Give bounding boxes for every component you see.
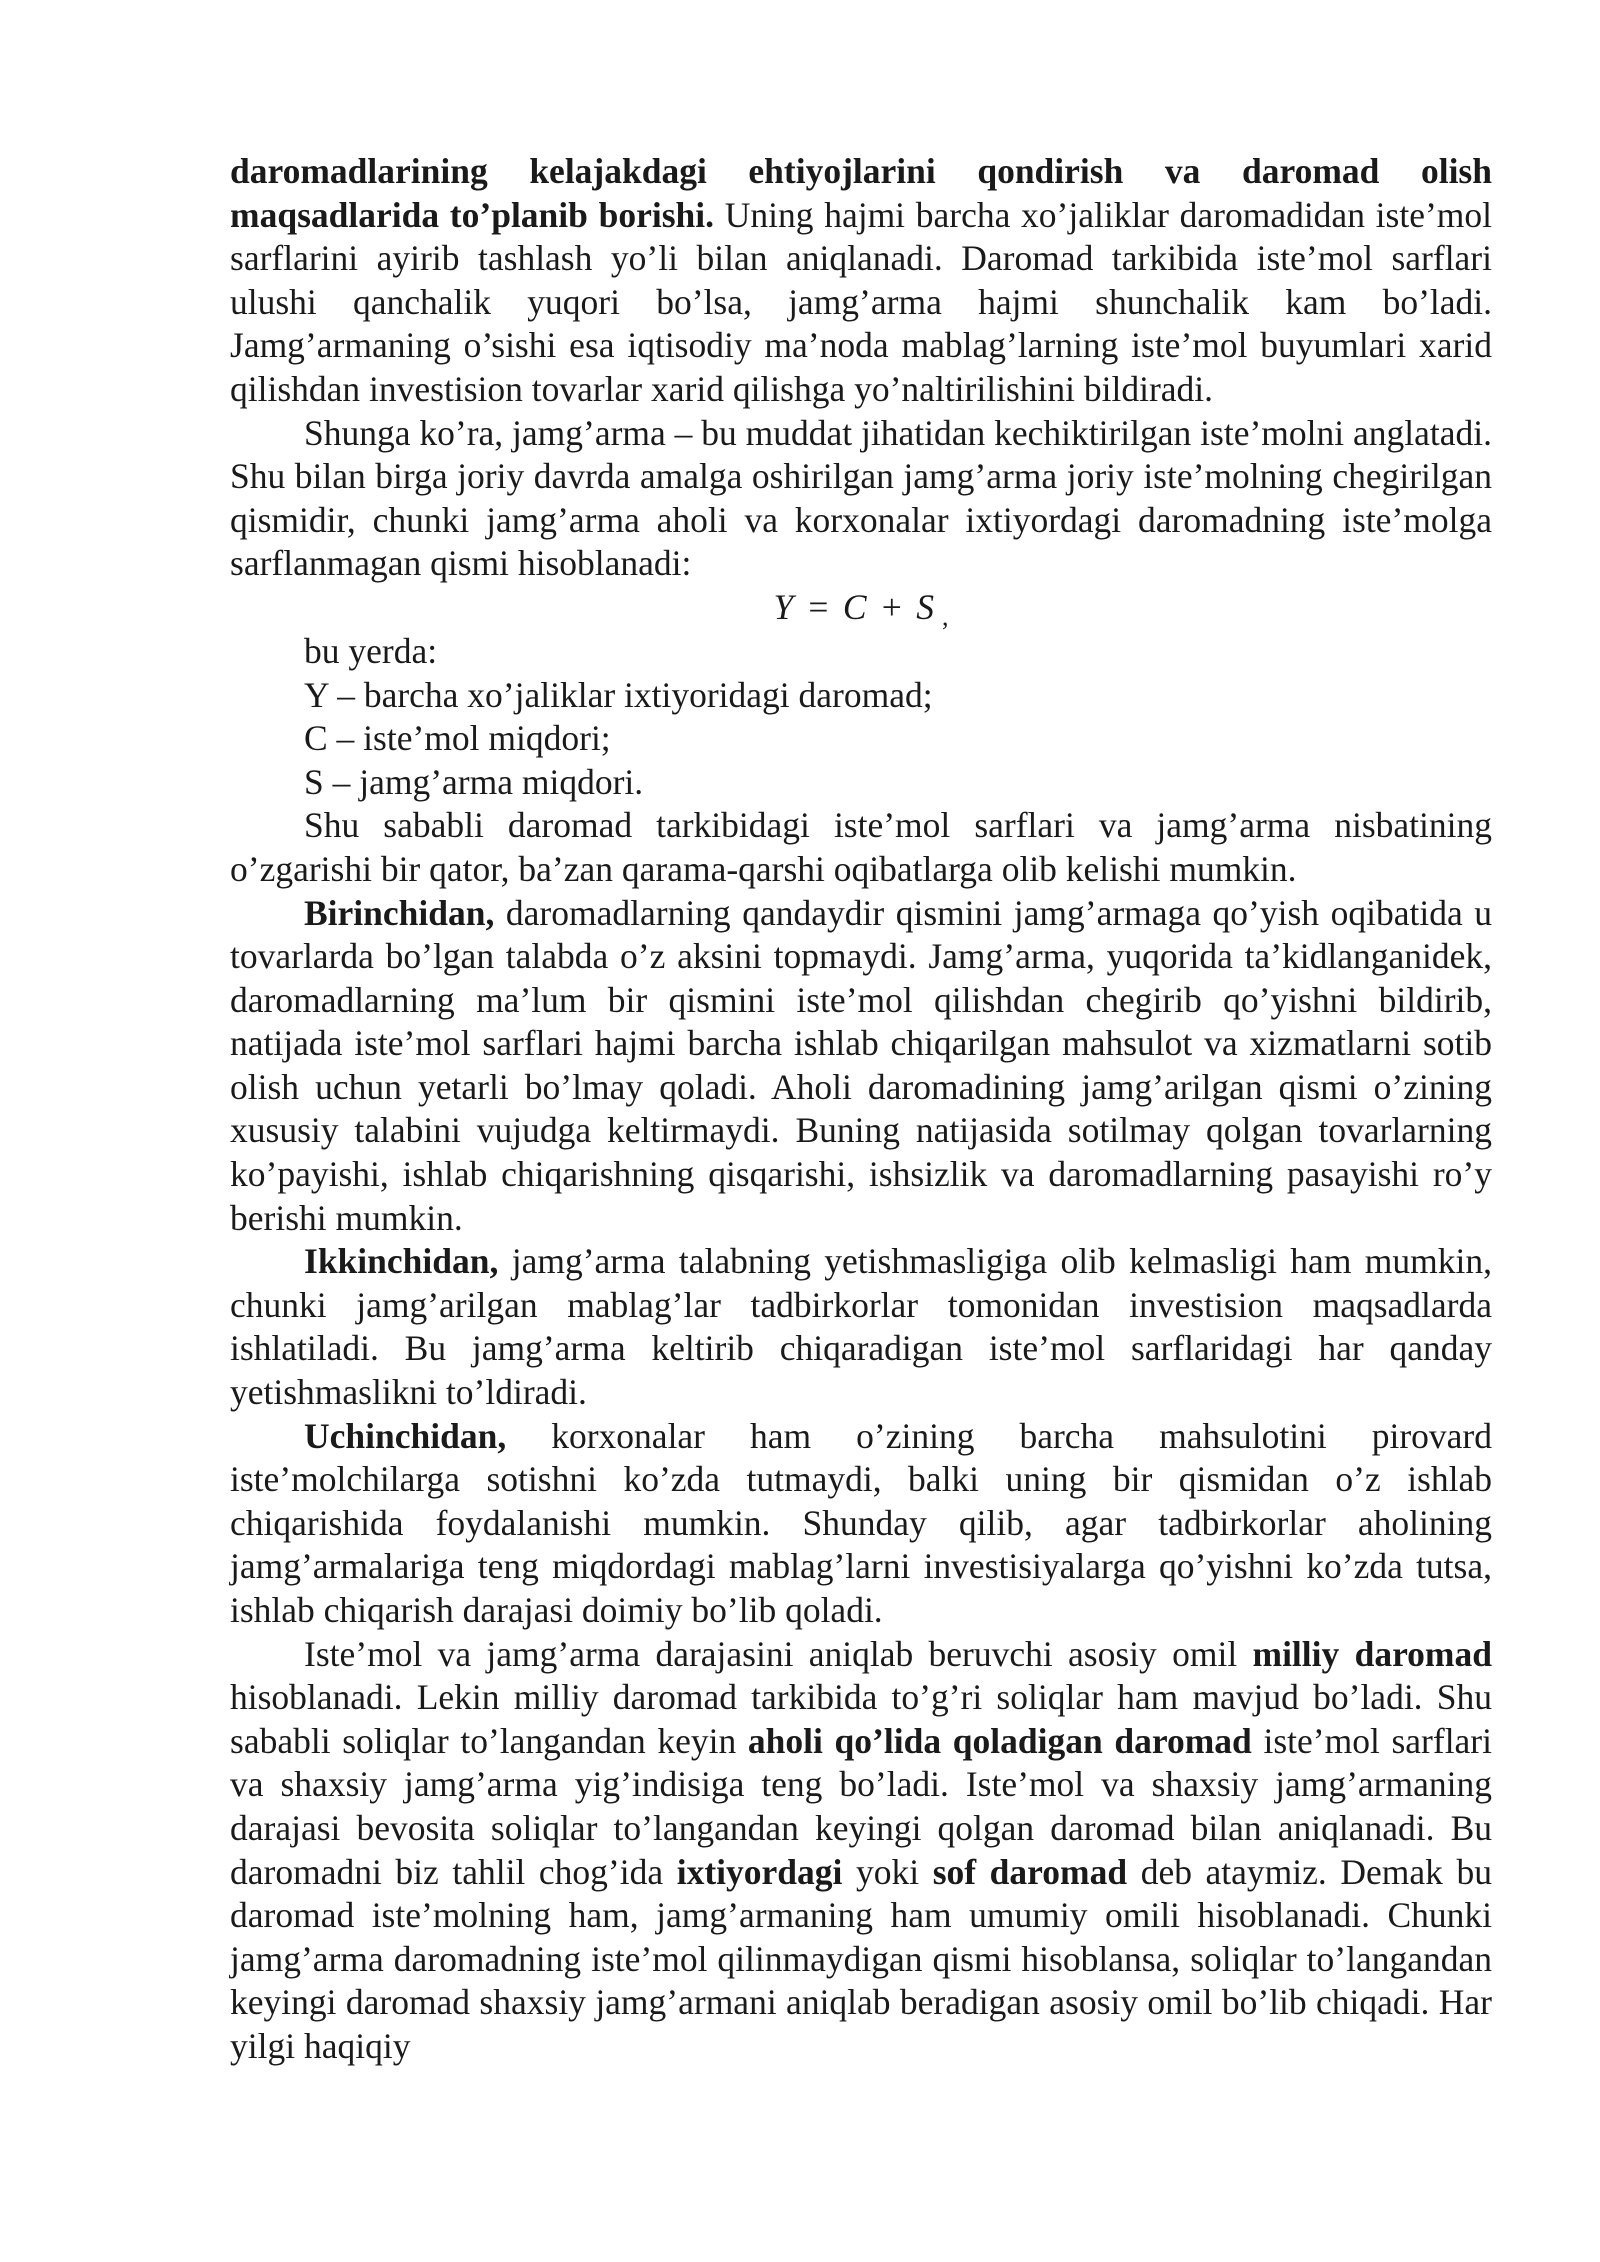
- bold-disposable-income: aholi qo’lida qoladigan daromad: [747, 1720, 1252, 1761]
- paragraph-second: [230, 1240, 1492, 1414]
- text-segment: hisoblanadi. Lekin milliy daromad tarkibida to’g’ri soliqlar ham mavjud bo’ladi. Shu sababli soliqlar to’langandan keyin: [230, 1677, 1492, 1761]
- text-segment: yoki: [842, 1851, 933, 1892]
- bold-net-income: sof daromad: [932, 1851, 1128, 1892]
- paragraph-text: korxonalar ham o’zining barcha mahsulotini pirovard iste’molchilarga sotishni ko’zda tutmaydi, balki uning bir qismidan o’z ishlab chiqarishida foydalanishi mumkin. Shunday qilib, agar tadbirkorlar aholining jamg’armalariga teng miqdordagi mablag’larni investisiyalarga qo’yishni ko’zda tutsa, ishlab chiqarish darajasi doimiy bo’lib qoladi.: [230, 1415, 1492, 1630]
- paragraph-text: jamg’arma talabning yetishmasligiga olib kelmasligi ham mumkin, chunki jamg’arilgan mablag’lar tadbirkorlar tomonidan investision maqsadlarda ishlatiladi. Bu jamg’arma keltirib chiqaradigan iste’mol sarflaridagi har qanday yetishmaslikni to’ldiradi.: [230, 1241, 1492, 1413]
- paragraph-national-income: [230, 1633, 1492, 2069]
- definitions-intro: bu yerda:: [304, 630, 438, 671]
- text-segment: deb ataymiz. Demak bu daromad iste’molning ham, jamg’armaning ham umumiy omili hisoblanadi. Chunki jamg’arma daromadning iste’mol qilinmaydigan qismi hisoblansa, soliqlar to’langandan keyingi daromad shaxsiy jamg’armani aniqlab beradigan asosiy omil bo’lib chiqadi. Har yilgi haqiqiy: [230, 1851, 1492, 2066]
- text-segment: iste’mol sarflari va shaxsiy jamg’arma yig’indisiga teng bo’ladi. Iste’mol va shaxsiy jamg’armaning darajasi bevosita soliqlar to’langandan keyingi qolgan daromad bilan aniqlanadi. Bu daromadni biz tahlil chog’ida: [230, 1720, 1492, 1892]
- paragraph-text: Uning hajmi barcha xo’jaliklar daromadidan iste’mol sarflarini ayirib tashlash yo’li bilan aniqlanadi. Daromad tarkibida iste’mol sarflari ulushi qanchalik yuqori bo’lsa, jamg’arma hajmi shunchalik kam bo’ladi. Jamg’armaning o’sishi esa iqtisodiy ma’noda mablag’larning iste’mol buyumlari xarid qilishdan investision tovarlar xarid qilishga yo’naltirilishini bildiradi.: [230, 194, 1492, 409]
- bold-phrase: daromadlarining kelajakdagi ehtiyojlarini qondirish va daromad olish maqsadlarida to’planib borishi.: [230, 151, 1492, 235]
- formula-equation: Y = C + S: [773, 586, 937, 627]
- paragraph-first: [230, 892, 1492, 1241]
- bold-thirdly: Uchinchidan,: [304, 1415, 507, 1456]
- bold-secondly: Ikkinchidan,: [304, 1241, 499, 1282]
- text-segment: Iste’mol va jamg’arma darajasini aniqlab beruvchi asosiy omil: [304, 1633, 1253, 1674]
- paragraph-third: [230, 1415, 1492, 1633]
- document-page: [230, 150, 1492, 2069]
- definition-s: S – jamg’arma miqdori.: [304, 761, 644, 802]
- paragraph-consequences: Shu sababli daromad tarkibidagi iste’mol sarflari va jamg’arma nisbatining o’zgarishi bir qator, ba’zan qarama-qarshi oqibatlarga olib kelishi mumkin.: [230, 805, 1492, 889]
- paragraph-definition: Shunga ko’ra, jamg’arma – bu muddat jihatidan kechiktirilgan iste’molni anglatadi. Shu bilan birga joriy davrda amalga oshirilgan jamg’arma joriy iste’molning chegirilgan qismidir, chunki jamg’arma aholi va korxonalar ixtiyordagi daromadning iste’molga sarflanmagan qismi hisoblanadi:: [230, 412, 1492, 584]
- paragraph-continuation: [230, 150, 1492, 412]
- bold-firstly: Birinchidan,: [304, 892, 495, 933]
- bold-national-income: milliy daromad: [1252, 1633, 1492, 1674]
- definition-c: C – iste’mol miqdori;: [304, 718, 611, 759]
- definition-y: Y – barcha xo’jaliklar ixtiyoridagi daromad;: [304, 674, 933, 715]
- formula-comma: ,: [942, 601, 949, 631]
- paragraph-text: daromadlarning qandaydir qismini jamg’armaga qo’yish oqibatida u tovarlarda bo’lgan talabda o’z aksini topmaydi. Jamg’arma, yuqorida ta’kidlanganidek, daromadlarning ma’lum bir qismini iste’mol qilishdan chegirib qo’yishni bildirib, natijada iste’mol sarflari hajmi barcha ishlab chiqarilgan mahsulot va xizmatlarni sotib olish uchun yetarli bo’lmay qoladi. Aholi daromadining jamg’arilgan qismi o’zining xususiy talabini vujudga keltirmaydi. Buning natijasida sotilmay qolgan tovarlarning ko’payishi, ishlab chiqarishning qisqarishi, ishsizlik va daromadlarning pasayishi ro’y berishi mumkin.: [230, 892, 1492, 1238]
- bold-ixtiyordagi: ixtiyordagi: [676, 1851, 843, 1892]
- formula: [230, 586, 1492, 630]
